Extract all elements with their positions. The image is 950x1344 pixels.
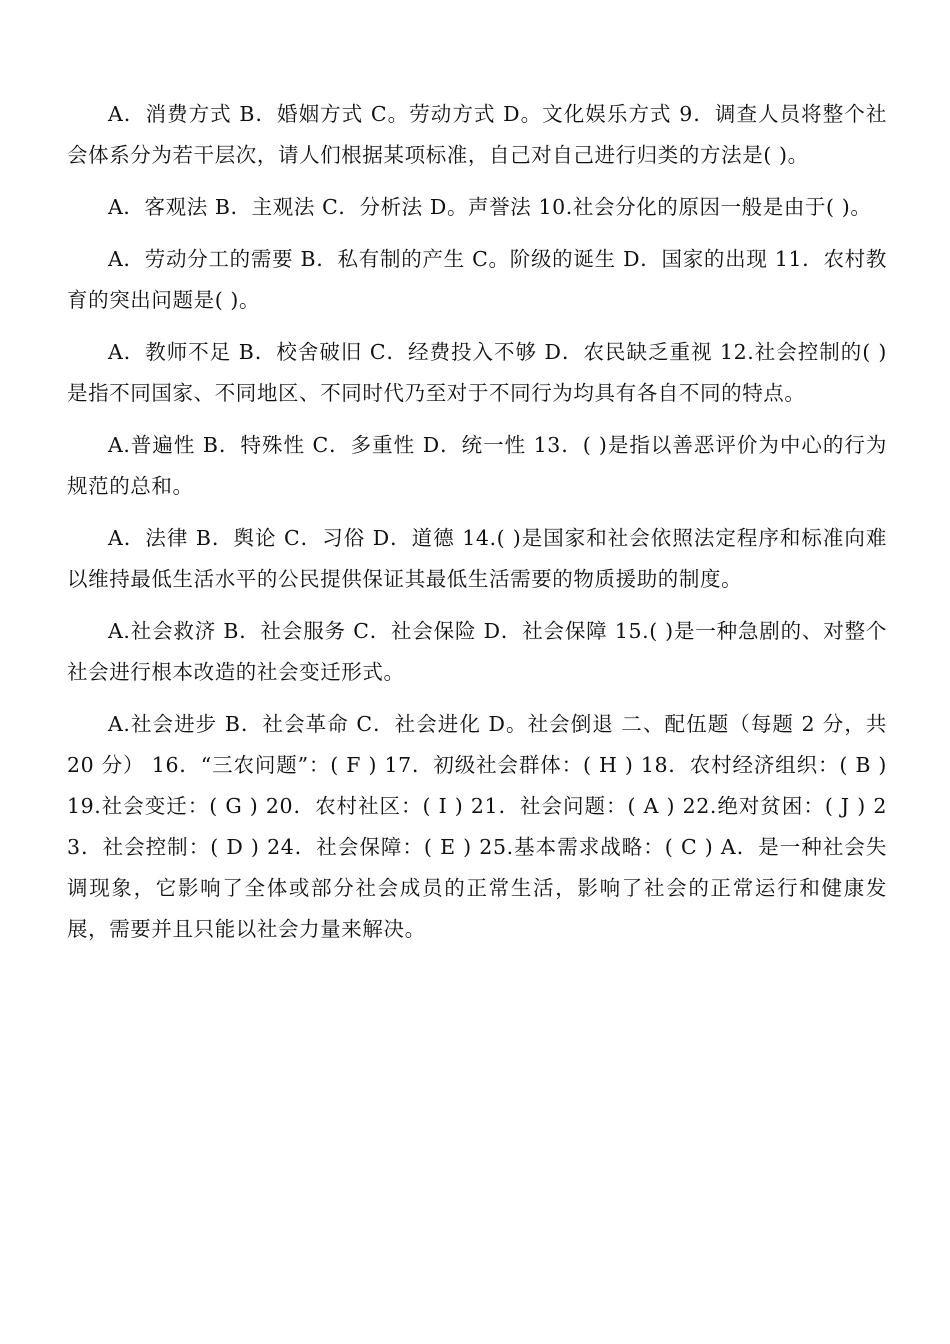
paragraph-options-q14: A.社会救济 B．社会服务 C．社会保险 D．社会保障 15.( )是一种急剧的、对整个社会进行根本改造的社会变迁形式。	[67, 619, 887, 684]
paragraph-matching-section: A.社会进步 B．社会革命 C．社会进化 D。社会倒退 二、配伍题（每题 2 分，共 20 分） 16．“三农问题”：( F ) 17．初级社会群体：( H ) 18．农村经济组织：( B ) 19.社会变迁：( G ) 20．农村社区：( I ) 21．社会问题：( A ) 22.绝对贫困：( J ) 23．社会控制：( D ) 24．社会保障：( E ) 25.基本需求战略：( C ) A．是一种社会失调现象，它影响了全体或部分社会成员的正常生活，影响了社会的正常运行和健康发展，需要并且只能以社会力量来解决。	[67, 712, 887, 941]
document-body	[67, 94, 887, 961]
paragraph-options-q12: A.普遍性 B．特殊性 C．多重性 D．统一性 13．( )是指以善恶评价为中心的行为规范的总和。	[67, 433, 887, 498]
paragraph-options-q11: A．教师不足 B．校舍破旧 C．经费投入不够 D．农民缺乏重视 12.社会控制的( )是指不同国家、不同地区、不同时代乃至对于不同行为均具有各自不同的特点。	[67, 340, 887, 405]
paragraph-options-q8: A．消费方式 B．婚姻方式 C。劳动方式 D。文化娱乐方式 9．调查人员将整个社会体系分为若干层次，请人们根据某项标准，自己对自己进行归类的方法是( )。	[67, 102, 887, 167]
paragraph-options-q13: A．法律 B．舆论 C．习俗 D．道德 14.( )是国家和社会依照法定程序和标准向难以维持最低生活水平的公民提供保证其最低生活需要的物质援助的制度。	[67, 526, 887, 591]
paragraph-options-q10: A．劳动分工的需要 B．私有制的产生 C。阶级的诞生 D．国家的出现 11．农村教育的突出问题是( )。	[67, 247, 887, 312]
paragraph-options-q9: A．客观法 B．主观法 C．分析法 D。声誉法 10.社会分化的原因一般是由于( )。	[108, 195, 872, 219]
